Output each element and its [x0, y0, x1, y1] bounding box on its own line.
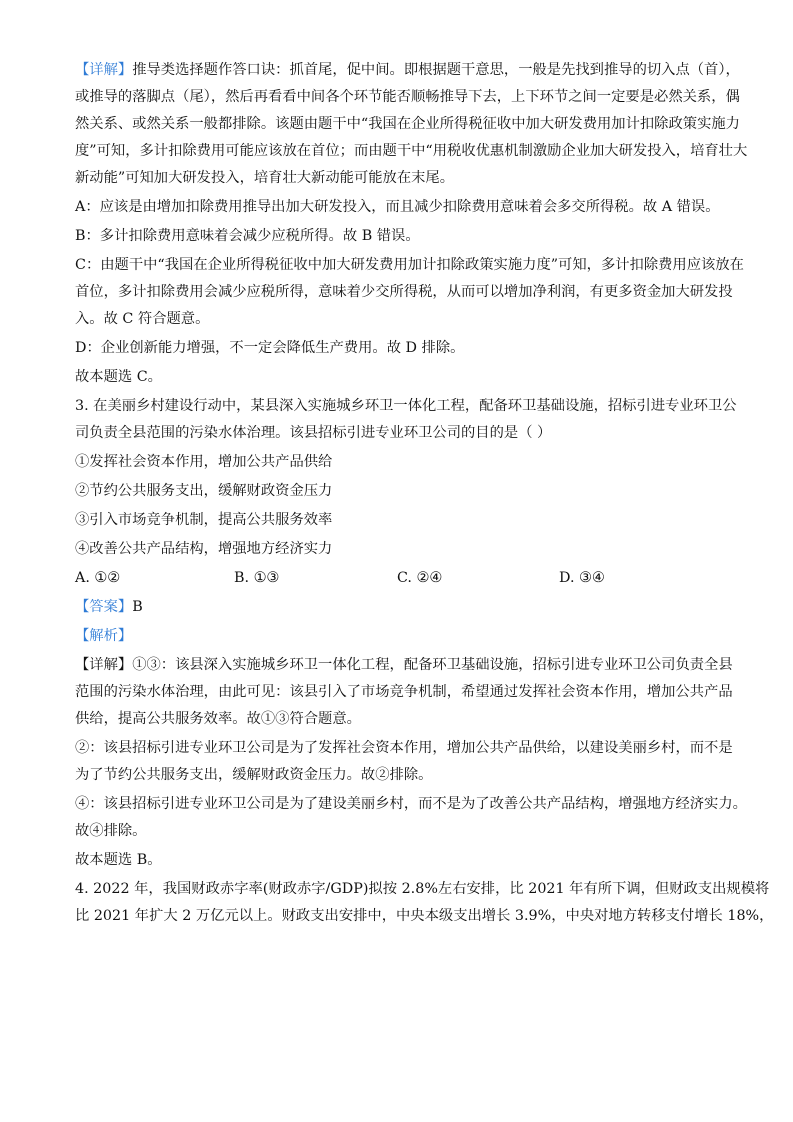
q3-stem: 3. 在美丽乡村建设行动中，某县深入实施城乡环卫一体化工程，配备环卫基础设施，招标引进专业环卫公 [75, 398, 737, 414]
q3-choice-a: A. ①② [75, 570, 121, 586]
detail-tag: 【详解】 [75, 657, 133, 673]
q3-choice-c: C. ②④ [397, 570, 443, 586]
q3-stem: 司负责全县范围的污染水体治理。该县招标引进专业环卫公司的目的是（ ） [75, 425, 552, 441]
answer-tag: 【答案】 [75, 599, 133, 615]
q3-para-2: 为了节约公共服务支出，缓解财政资金压力。故②排除。 [75, 767, 433, 783]
q2-conclusion: 故本题选 C。 [75, 369, 162, 385]
q2-detail-line: 【详解】推导类选择题作答口诀：抓首尾，促中间。即根据题干意思，一般是先找到推导的切入点（首）， [75, 62, 740, 78]
q3-answer [75, 597, 725, 617]
q3-choice-b: B. ①③ [234, 570, 280, 586]
q3-statement: ②节约公共服务支出，缓解财政资金压力 [75, 483, 333, 499]
q3-detail-line: 范围的污染水体治理，由此可见：该县引入了市场竞争机制，希望通过发挥社会资本作用，增加公共产品 [75, 684, 733, 700]
q2-option-a-analysis: A：应该是由增加扣除费用推导出加大研发投入，而且减少扣除费用意味着会多交所得税。故 A 错误。 [75, 199, 720, 215]
q3-statement: ①发挥社会资本作用，增加公共产品供给 [75, 454, 333, 470]
q4-stem: 4. 2022 年，我国财政赤字率(财政赤字/GDP)拟按 2.8%左右安排，比 2021 年有所下调，但财政支出规模将 [75, 881, 770, 897]
q2-option-c-analysis: 入。故 C 符合题意。 [75, 311, 210, 327]
q3-para-2: ②：该县招标引进专业环卫公司是为了发挥社会资本作用，增加公共产品供给，以建设美丽乡村，而不是 [75, 740, 733, 756]
q3-choices [75, 568, 725, 588]
q2-detail-line: 度”可知，多计扣除费用可能应该放在首位；而由题干中“用税收优惠机制激励企业加大研发投入，培育壮大 [75, 143, 748, 159]
q2-detail-line: 或推导的落脚点（尾），然后再看看中间各个环节能否顺畅推导下去，上下环节之间一定要是必然关系，偶 [75, 89, 740, 105]
q3-para-4: 故④排除。 [75, 823, 147, 839]
answer-value: B [132, 599, 143, 615]
q2-option-c-analysis: 首位，多计扣除费用会减少应税所得，意味着少交所得税，从而可以增加净利润，有更多资金加大研发投 [75, 284, 733, 300]
q2-detail-line: 然关系、或然关系一般都排除。该题由题干中“我国在企业所得税征收中加大研发费用加计扣除政策实施力 [75, 116, 740, 132]
analysis-tag: 【解析】 [75, 628, 133, 644]
q3-para-4: ④：该县招标引进专业环卫公司是为了建设美丽乡村，而不是为了改善公共产品结构，增强地方经济实力。 [75, 796, 747, 812]
q2-option-b-analysis: B：多计扣除费用意味着会减少应税所得。故 B 错误。 [75, 228, 420, 244]
q3-statement: ③引入市场竞争机制，提高公共服务效率 [75, 512, 333, 528]
q2-detail-line: 新动能”可知加大研发投入，培育壮大新动能可能放在末尾。 [75, 170, 455, 186]
q2-option-d-analysis: D：企业创新能力增强，不一定会降低生产费用。故 D 排除。 [75, 340, 465, 356]
detail-tag: 【详解】 [75, 62, 133, 78]
q2-option-c-analysis: C：由题干中“我国在企业所得税征收中加大研发费用加计扣除政策实施力度”可知，多计扣除费用应该放在 [75, 257, 744, 273]
q4-stem: 比 2021 年扩大 2 万亿元以上。财政支出安排中，中央本级支出增长 3.9%，中央对地方转移支付增长 18%， [75, 908, 774, 924]
q3-analysis-heading [75, 626, 725, 646]
q3-detail-line: 供给，提高公共服务效率。故①③符合题意。 [75, 711, 361, 727]
q3-choice-d: D. ③④ [559, 570, 605, 586]
document-page [75, 60, 774, 926]
q3-conclusion: 故本题选 B。 [75, 852, 162, 868]
q3-detail-line: 【详解】①③：该县深入实施城乡环卫一体化工程，配备环卫基础设施，招标引进专业环卫公司负责全县 [75, 657, 733, 673]
q3-statement: ④改善公共产品结构，增强地方经济实力 [75, 541, 333, 557]
